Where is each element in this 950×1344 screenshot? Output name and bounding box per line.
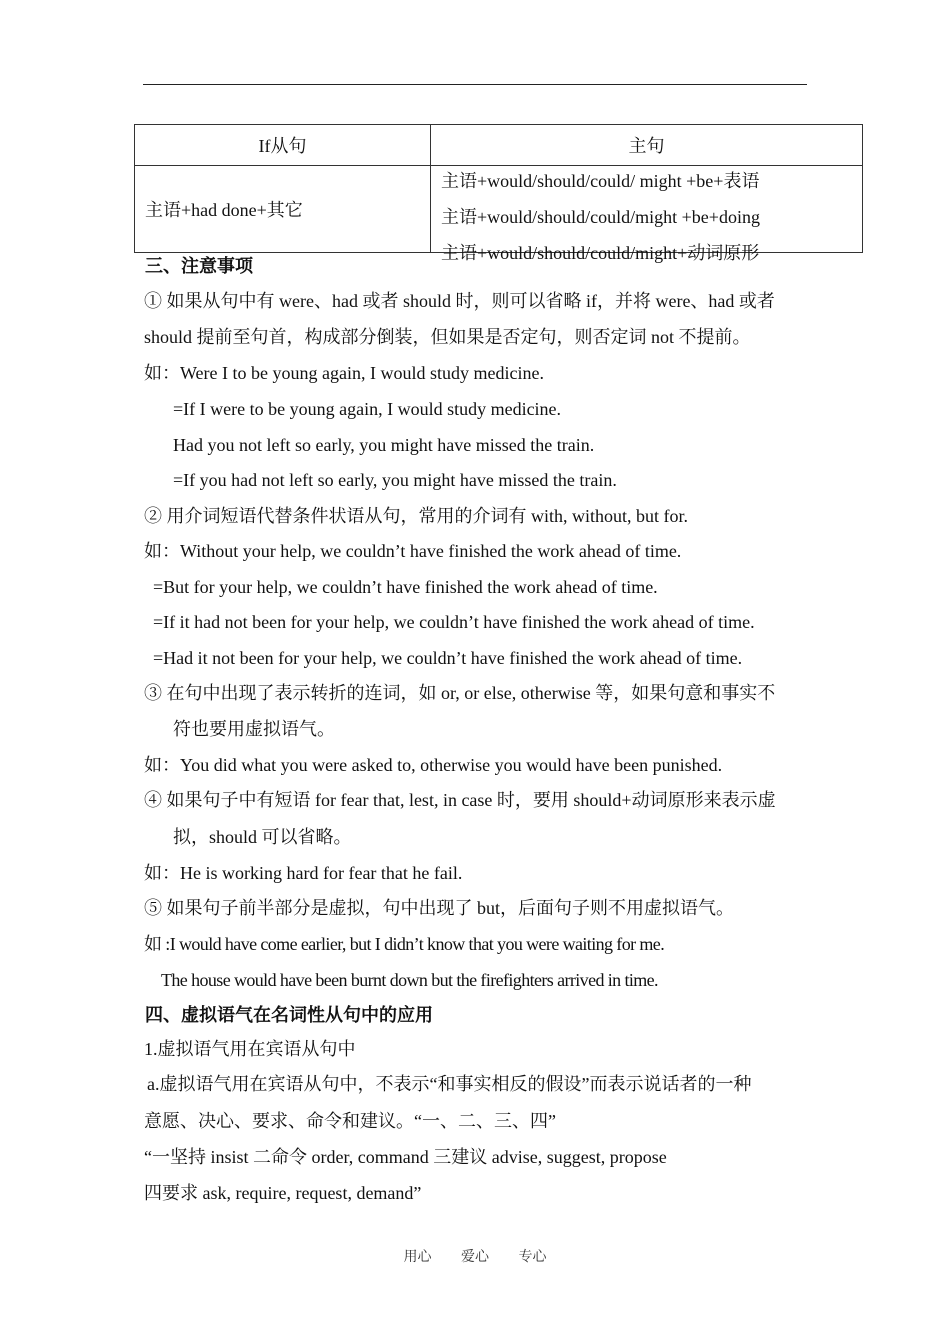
grammar-table: [134, 124, 863, 263]
main-clause-cell: [431, 166, 863, 263]
paragraph-line: 1.虚拟语气用在宾语从句中: [144, 1039, 356, 1059]
paragraph-line: ① 如果从句中有 were、had 或者 should 时，则可以省略 if，并将 were、had 或者: [144, 291, 775, 311]
section-heading-noun-clauses: 四、虚拟语气在名词性从句中的应用: [145, 1005, 433, 1025]
example-line: 如：Were I to be young again, I would study medicine.: [144, 363, 544, 383]
paragraph-line: “一坚持 insist 二命令 order, command 三建议 advise, suggest, propose: [144, 1147, 667, 1167]
paragraph-line: ② 用介词短语代替条件状语从句，常用的介词有 with, without, but for.: [144, 506, 688, 526]
example-line: 如：He is working hard for fear that he fail.: [144, 863, 463, 883]
paragraph-line: 拟，should 可以省略。: [173, 827, 352, 847]
example-line: 如 :I would have come earlier, but I didn’t know that you were waiting for me.: [144, 934, 665, 954]
example-line: =If you had not left so early, you might have missed the train.: [173, 470, 617, 490]
example-line: =But for your help, we couldn’t have finished the work ahead of time.: [153, 577, 658, 597]
table-header-main: 主句: [431, 125, 863, 166]
paragraph-line: a.虚拟语气用在宾语从句中，不表示“和事实相反的假设”而表示说话者的一种: [147, 1074, 752, 1094]
paragraph-line: 意愿、决心、要求、命令和建议。“一、二、三、四”: [144, 1111, 556, 1131]
example-line: =If I were to be young again, I would study medicine.: [173, 399, 562, 419]
paragraph-line: 四要求 ask, require, request, demand”: [144, 1183, 422, 1203]
paragraph-line: ③ 在句中出现了表示转折的连词，如 or, or else, otherwise 等，如果句意和事实不: [144, 683, 776, 703]
main-clause-line: 主语+would/should/could/might +be+doing: [441, 207, 760, 227]
footer-text: 爱心: [461, 1250, 489, 1265]
header-rule: [143, 84, 807, 85]
example-line: =If it had not been for your help, we couldn’t have finished the work ahead of time.: [153, 612, 755, 632]
if-clause-cell: 主语+had done+其它: [135, 166, 431, 253]
main-clause-line: 主语+would/should/could/might+动词原形: [441, 243, 760, 263]
footer-text: 用心: [403, 1250, 432, 1265]
page-footer: [0, 1246, 950, 1266]
table-row: [135, 166, 863, 253]
paragraph-line: ⑤ 如果句子前半部分是虚拟，句中出现了 but，后面句子则不用虚拟语气。: [144, 898, 734, 918]
paragraph-line: should 提前至句首，构成部分倒装，但如果是否定句，则否定词 not 不提前。: [144, 327, 751, 347]
footer-text: 专心: [518, 1250, 547, 1265]
example-line: 如：You did what you were asked to, otherwise you would have been punished.: [144, 755, 723, 775]
example-line: The house would have been burnt down but the firefighters arrived in time.: [161, 970, 658, 990]
example-line: Had you not left so early, you might have missed the train.: [173, 435, 595, 455]
table-header-if: If从句: [135, 125, 431, 166]
section-heading-notes: 三、注意事项: [145, 256, 253, 276]
paragraph-line: 符也要用虚拟语气。: [173, 719, 335, 739]
main-clause-line: 主语+would/should/could/ might +be+表语: [441, 171, 760, 191]
table-header-row: [135, 125, 863, 166]
example-line: =Had it not been for your help, we couldn’t have finished the work ahead of time.: [153, 648, 743, 668]
example-line: 如：Without your help, we couldn’t have finished the work ahead of time.: [144, 541, 682, 561]
paragraph-line: ④ 如果句子中有短语 for fear that, lest, in case 时，要用 should+动词原形来表示虚: [144, 790, 776, 810]
